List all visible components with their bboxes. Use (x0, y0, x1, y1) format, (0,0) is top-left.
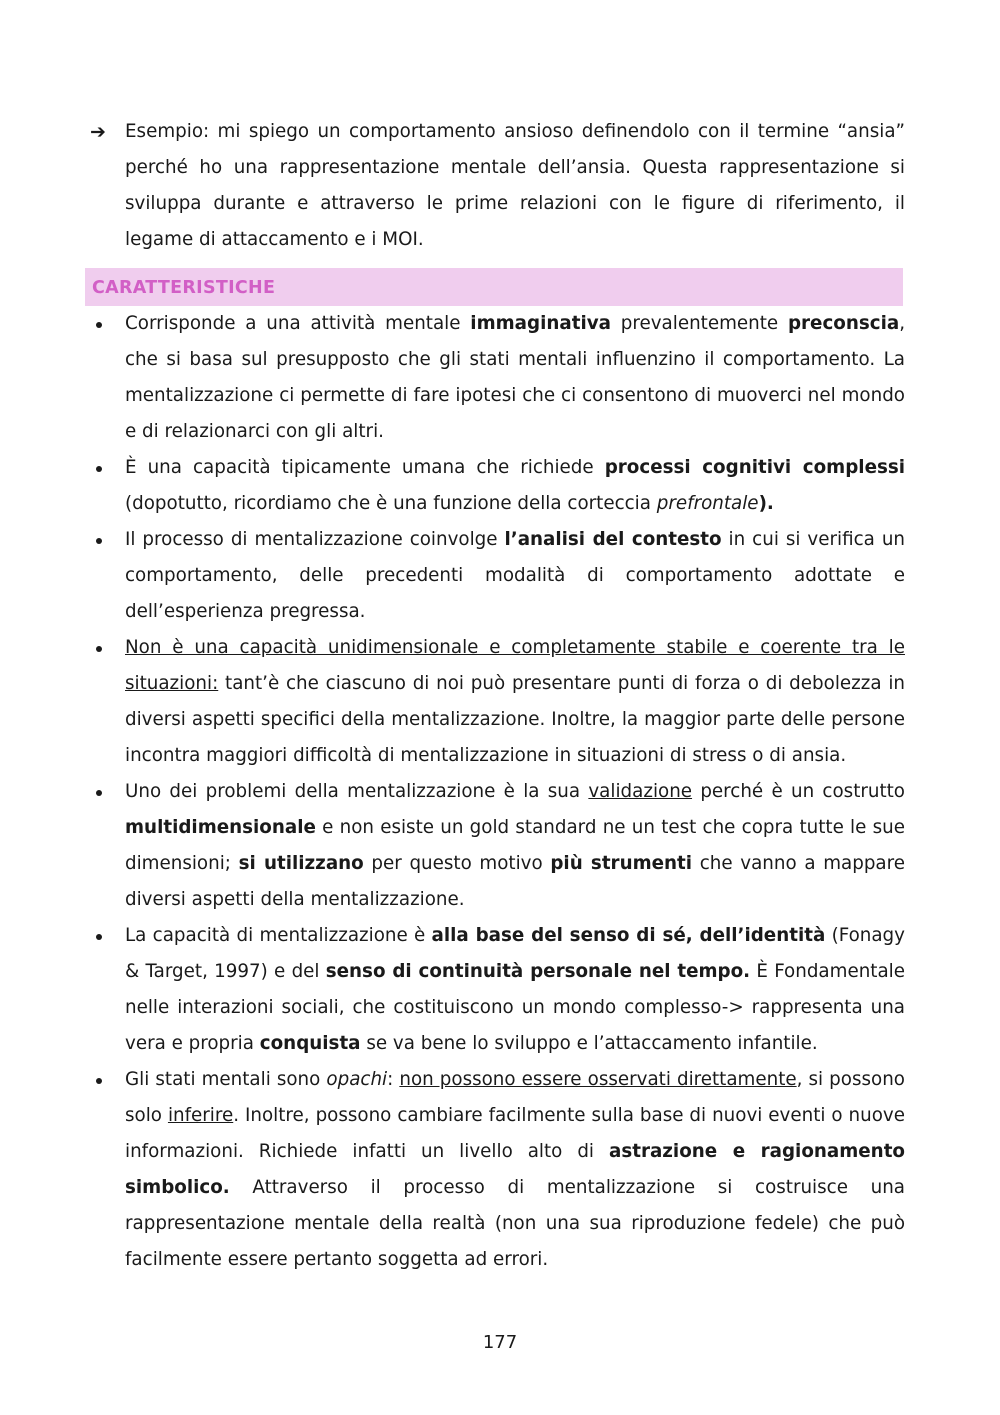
list-item: Corrisponde a una attività mentale immaginativa prevalentemente preconscia, che si basa sul presupposto che gli stati mentali influenzino il comportamento. La mentalizzazione ci permette di fare ipotesi che ci consentono di muoverci nel mondo e di relazionarci con gli altri. (90, 306, 905, 450)
bullet-icon (96, 466, 102, 472)
bullet-icon (96, 790, 102, 796)
list-item: Uno dei problemi della mentalizzazione è la sua validazione perché è un costrutto multidimensionale e non esiste un gold standard ne un test che copra tutte le sue dimensioni; si utilizzano per questo motivo più strumenti che vanno a mappare diversi aspetti della mentalizzazione. (90, 774, 905, 918)
characteristics-list (90, 306, 905, 1278)
list-item: Il processo di mentalizzazione coinvolge l’analisi del contesto in cui si verifica un comportamento, delle precedenti modalità di comportamento adottate e dell’esperienza pregressa. (90, 522, 905, 630)
list-item: Gli stati mentali sono opachi: non possono essere osservati direttamente, si possono solo inferire. Inoltre, possono cambiare facilmente sulla base di nuovi eventi o nuove informazioni. Richiede infatti un livello alto di astrazione e ragionamento simbolico. Attraverso il processo di mentalizzazione si costruisce una rappresentazione mentale della realtà (non una sua riproduzione fedele) che può facilmente essere pertanto soggetta ad errori. (90, 1062, 905, 1278)
arrow-right-icon: ➔ (90, 121, 106, 143)
list-item: Non è una capacità unidimensionale e completamente stabile e coerente tra le situazioni: tant’è che ciascuno di noi può presentare punti di forza o di debolezza in diversi aspetti specifici della mentalizzazione. Inoltre, la maggior parte delle persone incontra maggiori difficoltà di mentalizzazione in situazioni di stress o di ansia. (90, 630, 905, 774)
section-heading: CARATTERISTICHE (85, 268, 903, 306)
page-number: 177 (482, 1332, 518, 1353)
bullet-icon (96, 934, 102, 940)
bullet-icon (96, 646, 102, 652)
page-content (90, 114, 905, 1278)
bullet-icon (96, 1078, 102, 1084)
list-item: È una capacità tipicamente umana che richiede processi cognitivi complessi (dopotutto, ricordiamo che è una funzione della corteccia prefrontale). (90, 450, 905, 522)
bullet-icon (96, 322, 102, 328)
list-item: La capacità di mentalizzazione è alla base del senso di sé, dell’identità (Fonagy & Target, 1997) e del senso di continuità personale nel tempo. È Fondamentale nelle interazioni sociali, che costituiscono un mondo complesso-> rappresenta una vera e propria conquista se va bene lo sviluppo e l’attaccamento infantile. (90, 918, 905, 1062)
example-text: Esempio: mi spiego un comportamento ansioso definendolo con il termine “ansia” perché ho una rappresentazione mentale dell’ansia. Questa rappresentazione si sviluppa durante e attraverso le prime relazioni con le figure di riferimento, il legame di attaccamento e i MOI. (125, 121, 905, 250)
bullet-icon (96, 538, 102, 544)
example-paragraph (90, 114, 905, 258)
